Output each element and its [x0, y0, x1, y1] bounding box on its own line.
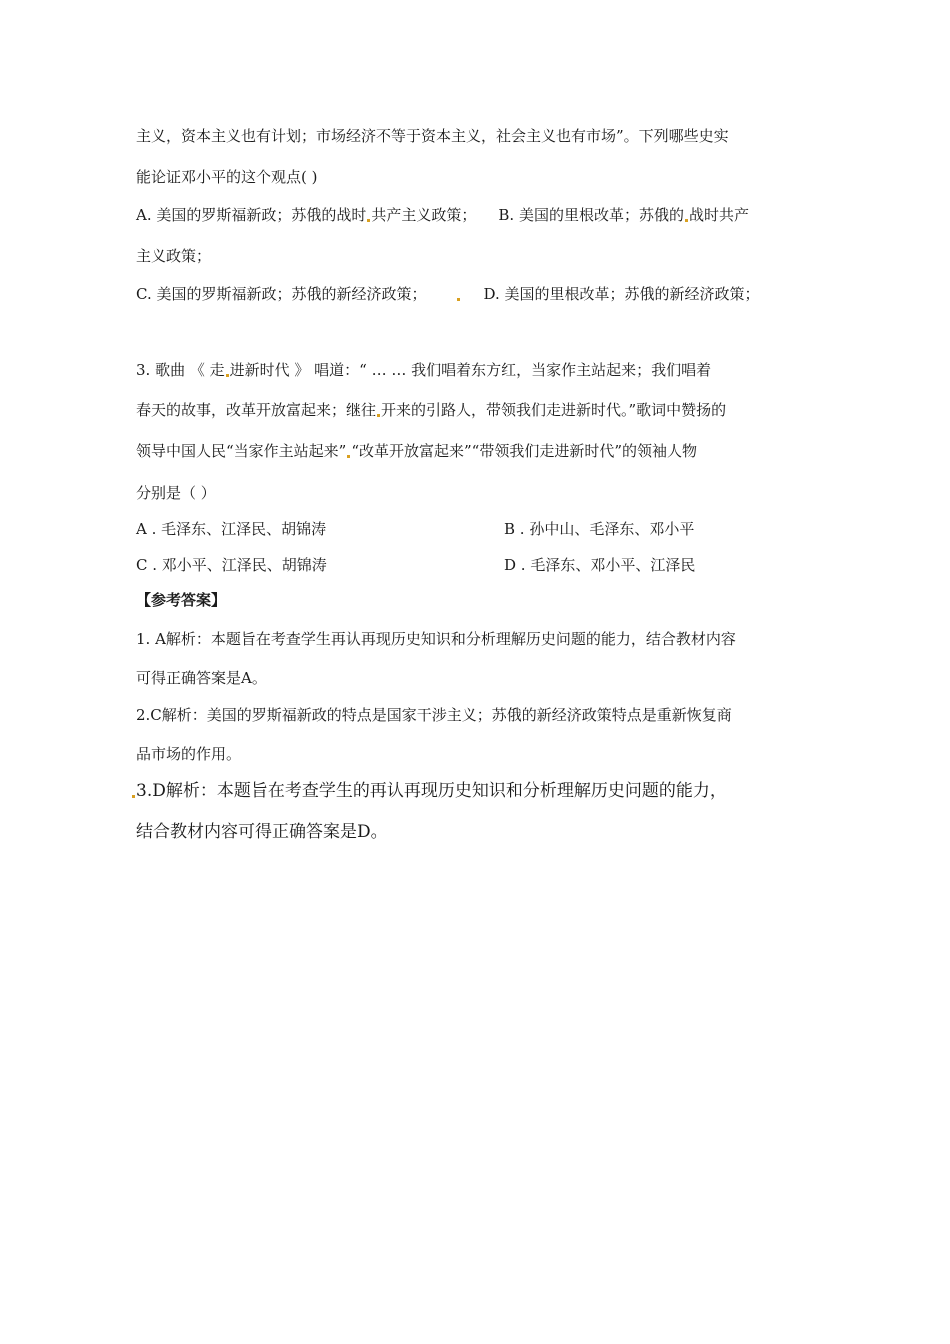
q3-line1-part2: 进新时代 》 唱道：“ … … 我们唱着东方红，当家作主站起来；我们唱着 — [229, 361, 712, 379]
q3-stem-line-4: 分别是（ ） — [136, 484, 216, 502]
q3-option-a: A . 毛泽东、江泽民、胡锦涛 — [136, 520, 327, 538]
q3-line2-part1: 春天的故事，改革开放富起来；继往 — [136, 401, 377, 419]
answer-3-line-1-text: 3.D解析：本题旨在考查学生的再认再现历史知识和分析理解历史问题的能力， — [136, 781, 727, 801]
q2-options-ab — [136, 205, 749, 225]
q2-option-b-part2: 战时共产 — [688, 206, 749, 224]
answers-heading: 【参考答案】 — [136, 591, 227, 609]
q3-option-b: B . 孙中山、毛泽东、邓小平 — [504, 520, 695, 538]
q2-option-c: C. 美国的罗斯福新政；苏俄的新经济政策； — [136, 285, 427, 303]
edit-mark-icon — [347, 455, 350, 458]
q2-option-b-continued: 主义政策； — [136, 247, 212, 265]
q3-stem-line-2 — [136, 400, 726, 420]
edit-mark-icon — [457, 298, 460, 301]
q3-stem-line-3 — [136, 441, 697, 461]
q2-options-cd — [136, 284, 760, 304]
q3-line3-part2: “改革开放富起来”“带领我们走进新时代”的领袖人物 — [351, 442, 698, 460]
q2-option-b-part1: B. 美国的里根改革；苏俄的 — [498, 206, 684, 224]
q2-stem-line-2: 能论证邓小平的这个观点( ) — [136, 168, 318, 186]
q3-line2-part2: 开来的引路人，带领我们走进新时代。”歌词中赞扬的 — [381, 401, 727, 419]
edit-mark-icon — [377, 414, 380, 417]
q3-line1-part1: 3. 歌曲 《 走 — [136, 361, 225, 379]
edit-mark-icon — [685, 219, 688, 222]
q2-stem-line-1: 主义，资本主义也有计划；市场经济不等于资本主义，社会主义也有市场”。下列哪些史实 — [136, 127, 729, 145]
q3-line3-part1: 领导中国人民“当家作主站起来” — [136, 442, 347, 460]
edit-mark-icon — [226, 374, 229, 377]
answer-3-line-2: 结合教材内容可得正确答案是D。 — [136, 822, 388, 842]
q3-stem-line-1 — [136, 360, 711, 380]
answer-1-line-1: 1. A解析：本题旨在考查学生再认再现历史知识和分析理解历史问题的能力，结合教材内容 — [136, 630, 736, 648]
edit-mark-icon — [132, 795, 135, 798]
answer-2-line-1: 2.C解析：美国的罗斯福新政的特点是国家干涉主义；苏俄的新经济政策特点是重新恢复商 — [136, 706, 732, 724]
answer-1-line-2: 可得正确答案是A。 — [136, 669, 267, 687]
q3-option-c: C . 邓小平、江泽民、胡锦涛 — [136, 556, 327, 574]
answer-3-line-1 — [136, 779, 727, 803]
edit-mark-icon — [367, 219, 370, 222]
q2-option-a-part1: A. 美国的罗斯福新政；苏俄的战时 — [136, 206, 367, 224]
q2-option-d: D. 美国的里根改革；苏俄的新经济政策； — [483, 285, 760, 303]
q3-option-d: D . 毛泽东、邓小平、江泽民 — [504, 556, 696, 574]
answer-2-line-2: 品市场的作用。 — [136, 745, 242, 763]
q2-option-a-part2: 共产主义政策； — [371, 206, 477, 224]
